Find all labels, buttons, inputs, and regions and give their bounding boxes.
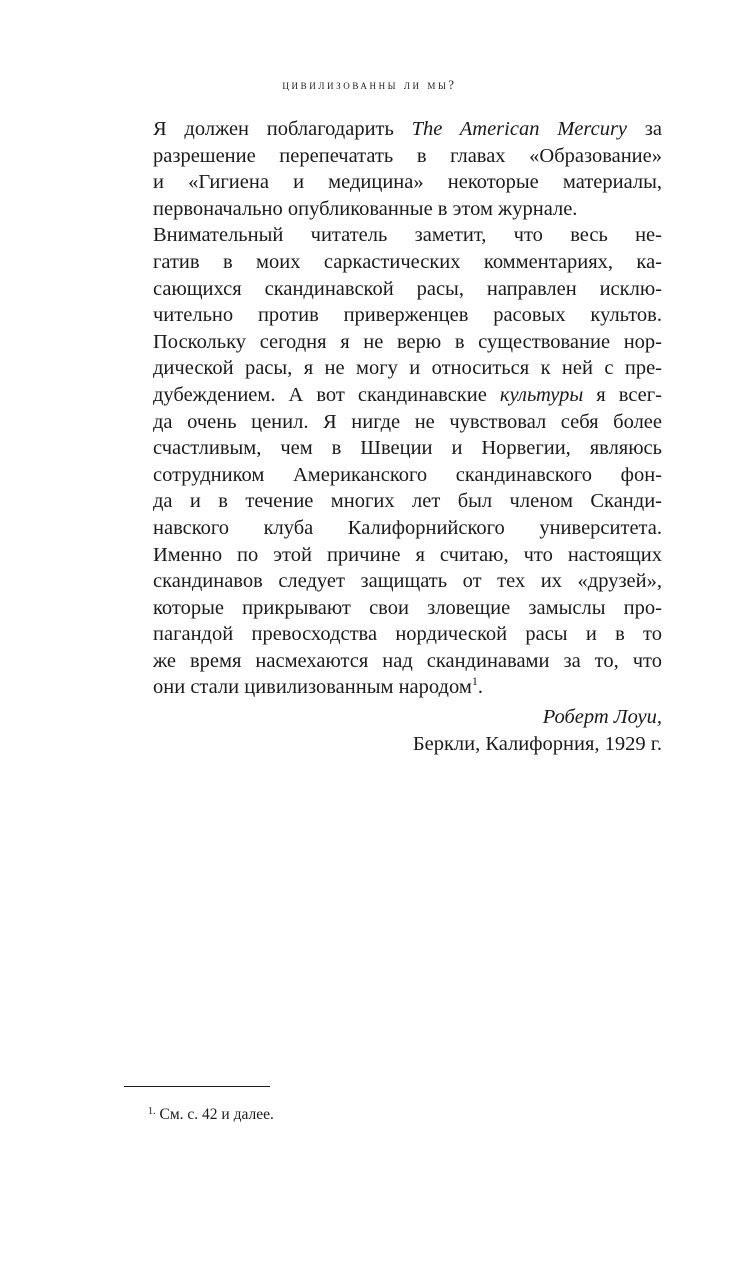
text-line: гатив в моих саркастических комментариях, ка-: [153, 250, 662, 273]
text-line: да и в течение многих лет был членом Сканди-: [153, 490, 662, 513]
text-line: и «Гигиена и медицина» некоторые материалы,: [153, 171, 662, 194]
text-line: Внимательный читатель заметит, что весь не-: [153, 224, 662, 247]
text-line: разрешение перепечатать в главах «Образование»: [153, 144, 662, 167]
paragraph-scandinavian: [124, 222, 662, 701]
text-line: пагандой превосходства нордической расы и в то: [153, 623, 662, 646]
text-line: навского клуба Калифорнийского университета.: [153, 516, 662, 539]
footnote-divider: [124, 1086, 270, 1087]
running-head: цивилизованны ли мы?: [282, 78, 457, 92]
text-line: же время насмехаются над скандинавами за то, что: [153, 649, 662, 672]
text-line: дической расы, я не могу и относиться к ней с пре-: [153, 357, 662, 380]
text-line: дубеждением. А вот скандинавские культуры я всег-: [153, 383, 663, 406]
signature-place-date: Беркли, Калифорния, 1929 г.: [412, 732, 662, 755]
journal-title: The American Mercury: [411, 118, 628, 140]
text-line: они стали цивилизованным народом$^1$.: [153, 674, 483, 699]
text-line: сотрудником Американского скандинавского фон-: [153, 463, 662, 486]
text-line: сающихся скандинавской расы, направлен исклю-: [153, 277, 662, 300]
text-line: Я должен поблагодарить The American Mercury за: [153, 118, 662, 140]
footnote-number: 1.: [148, 1106, 156, 1117]
text-line: Поскольку сегодня я не верю в существование нор-: [153, 330, 662, 353]
text-line: первоначально опубликованные в этом журнале.: [153, 197, 578, 220]
text-line: чительно против приверженцев расовых культов.: [153, 304, 662, 327]
text-line: Именно по этой причине я считаю, что настоящих: [153, 543, 662, 566]
footnote-reference[interactable]: 1: [471, 674, 478, 689]
text-line: счастливым, чем в Швеции и Норвегии, являюсь: [153, 437, 662, 460]
main-text: [124, 116, 662, 701]
text-line: которые прикрывают свои зловещие замыслы про-: [153, 596, 662, 619]
text-line: скандинавов следует защищать от тех их «друзей»,: [153, 570, 662, 593]
signature: [413, 704, 662, 757]
footnote: [148, 1102, 274, 1125]
text-line: да очень ценил. Я нигде не чувствовал себя более: [153, 410, 662, 433]
paragraph-acknowledgment: [124, 116, 662, 222]
emphasis-cultures: культуры: [499, 383, 584, 406]
signature-author: Роберт Лоуи,: [542, 706, 662, 728]
footnote-text: См. с. 42 и далее.: [159, 1106, 274, 1123]
